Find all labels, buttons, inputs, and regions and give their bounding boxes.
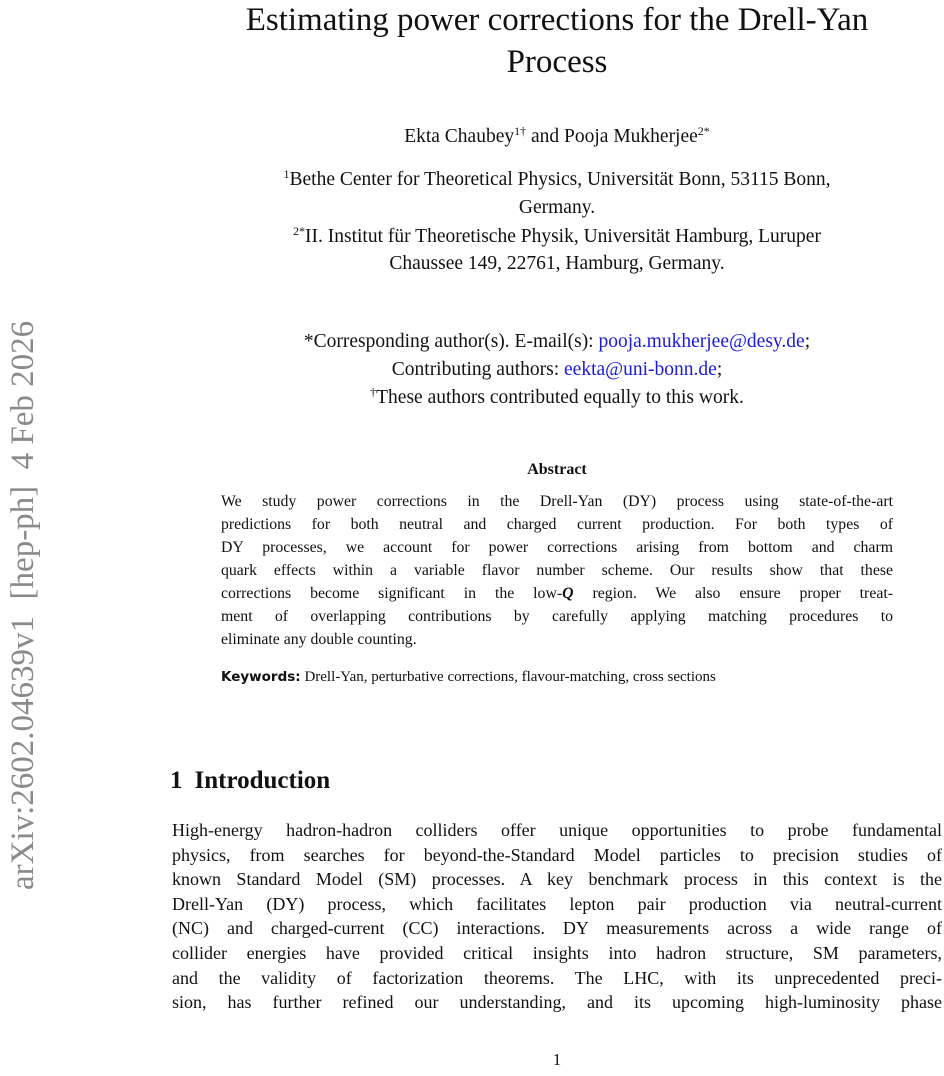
section-heading (170, 767, 330, 795)
author-2-marker: 2* (697, 124, 710, 138)
keywords-text: Drell-Yan, perturbative corrections, flavour-matching, cross sections (300, 669, 716, 685)
email-link-chaubey[interactable]: eekta@uni-bonn.de (564, 359, 717, 380)
affiliation-text: Bethe Center for Theoretical Physics, Universität Bonn, 53115 Bonn, (289, 169, 831, 190)
body-line: High-energy hadron-hadron colliders offer unique opportunities to probe fundamental (172, 820, 942, 840)
abstract-line (221, 582, 893, 605)
arxiv-identifier: arXiv:2602.04639v1 [hep-ph] 4 Feb 2026 (5, 320, 41, 890)
affiliation-text: II. Institut für Theoretische Physik, Universität Hamburg, Luruper (305, 226, 821, 247)
equal-contribution-text: These authors contributed equally to this work. (376, 387, 744, 408)
dagger-marker: † (370, 385, 377, 399)
author-conjunction: and (526, 126, 565, 147)
body-line: (NC) and charged-current (CC) interactions. DY measurements across a wide range of (172, 918, 942, 939)
abstract-line: eliminate any double counting. (221, 631, 417, 648)
abstract-line: DY processes, we account for power corrections arising from bottom and charm (221, 539, 893, 556)
abstract-line: ment of overlapping contributions by carefully applying matching procedures to (221, 608, 893, 625)
author-1-marker: 1† (514, 124, 527, 138)
body-line: Drell-Yan (DY) process, which facilitates lepton pair production via neutral-current (172, 893, 942, 914)
body-line: known Standard Model (SM) processes. A key benchmark process in this context is the (172, 869, 942, 890)
section-title: Introduction (194, 767, 331, 794)
affiliation-marker: 1 (283, 167, 290, 181)
body-line: sion, has further refined our understanding, and its upcoming high-luminosity phase (172, 992, 942, 1013)
body-line: and the validity of factorization theorems. The LHC, with its unprecedented preci- (172, 967, 942, 988)
affiliation-1-line-1 (170, 168, 944, 192)
contributing-authors (170, 358, 944, 382)
affiliation-2-line-2: Chaussee 149, 22761, Hamburg, Germany. (389, 253, 725, 274)
author-2: Pooja Mukherjee (564, 126, 698, 147)
affiliation-1-line-2: Germany. (518, 197, 596, 218)
separator: ; (804, 331, 811, 352)
abstract-line: quark effects within a variable flavor number scheme. Our results show that these (221, 562, 893, 579)
affiliation-marker: 2* (293, 224, 306, 238)
body-line: physics, from searches for beyond-the-Standard Model particles to precision studies of (172, 844, 942, 865)
contributing-label: Contributing authors: (391, 359, 565, 380)
introduction-body (172, 818, 942, 1015)
authors (170, 125, 944, 149)
abstract-body (221, 490, 893, 651)
math-q: Q (562, 585, 574, 602)
abstract-text: corrections become significant in the low- (221, 585, 563, 602)
corresponding-author (170, 330, 944, 354)
body-line: collider energies have provided critical insights into hadron structure, SM parameters, (172, 942, 942, 963)
keywords-label: Keywords: (221, 669, 301, 685)
abstract-heading: Abstract (527, 461, 587, 478)
abstract-line: We study power corrections in the Drell-Yan (DY) process using state-of-the-art (221, 493, 893, 510)
keywords (221, 669, 716, 686)
abstract-line: predictions for both neutral and charged current production. For both types of (221, 516, 893, 533)
equal-contribution-note (170, 386, 944, 410)
page-number: 1 (552, 1050, 562, 1069)
separator: ; (716, 359, 723, 380)
corresponding-label: *Corresponding author(s). E-mail(s): (303, 331, 599, 352)
paper-title-line-1: Estimating power corrections for the Drell-Yan (245, 2, 869, 38)
author-1: Ekta Chaubey (404, 126, 515, 147)
abstract-text: region. We also ensure proper treat- (573, 585, 893, 602)
paper-title-line-2: Process (506, 44, 608, 80)
email-link-mukherjee[interactable]: pooja.mukherjee@desy.de (598, 331, 805, 352)
affiliation-2-line-1 (170, 225, 944, 249)
section-number: 1 (170, 767, 183, 794)
